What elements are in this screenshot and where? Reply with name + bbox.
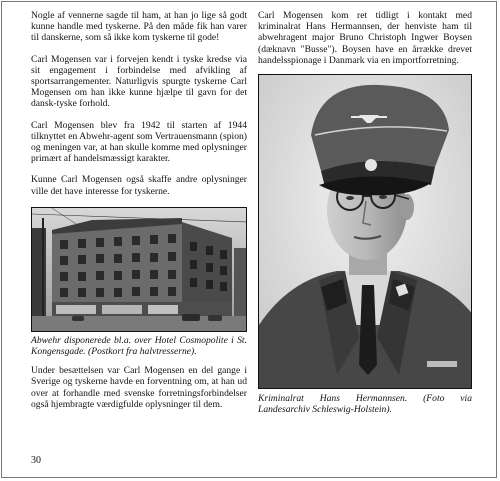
paragraph-2: Carl Mogensen var i forvejen kendt i tyske kredse via sit engagement i forbindelse med afvikling af sportsarrangementer. Naturligvis spurgte tyskerne Carl Mogensen om han ikke kunne hjælpe til gavn for det dansk-tyske forhold. — [31, 53, 247, 110]
portrait-caption: Kriminalrat Hans Hermannsen. (Foto via Landesarchiv Schleswig-Holstein). — [258, 393, 472, 416]
paragraph-4: Kunne Carl Mogensen også skaffe andre oplysninger ville det have interesse for tyskerne. — [31, 174, 247, 197]
closing-paragraph: Under besættelsen var Carl Mogensen en del gange i Sverige og tyskerne havde en forventning om, at han ud over at forhandle med svenske forretningsforbindelser også hjembragte værdigfulde oplysninger til dem. — [31, 365, 247, 410]
officer-portrait-photo — [258, 74, 472, 389]
hotel-building-photo — [31, 207, 247, 332]
paragraph-1: Nogle af vennerne sagde til ham, at han jo lige så godt kunne handle med tyskerne. På den måde fik han varer til danskerne, som så ikke kom tyskerne til gode! — [31, 10, 247, 44]
hotel-photo-caption: Abwehr disponerede bl.a. over Hotel Cosmopolite i St. Kongensgade. (Postkort fra halvtresserne). — [31, 334, 247, 358]
page-number: 30 — [31, 455, 41, 466]
left-column — [31, 10, 247, 420]
right-column — [258, 10, 472, 415]
right-paragraph: Carl Mogensen kom ret tidligt i kontakt med kriminalrat Hans Hermannsen, der henviste ham til abwehragent major Bruno Christoph Ingwer Boysen (dæknavn "Busse"). Boysen have en årrække drevet handelsspionage i Danmark via en importforretning. — [258, 10, 472, 66]
paragraph-3: Carl Mogensen blev fra 1942 til starten af 1944 tilknyttet en Abwehr-agent som Vertrauensmann (spion) og meningen var, at han skulle komme med oplysninger primært af handelsmæssigt karakter. — [31, 119, 247, 165]
